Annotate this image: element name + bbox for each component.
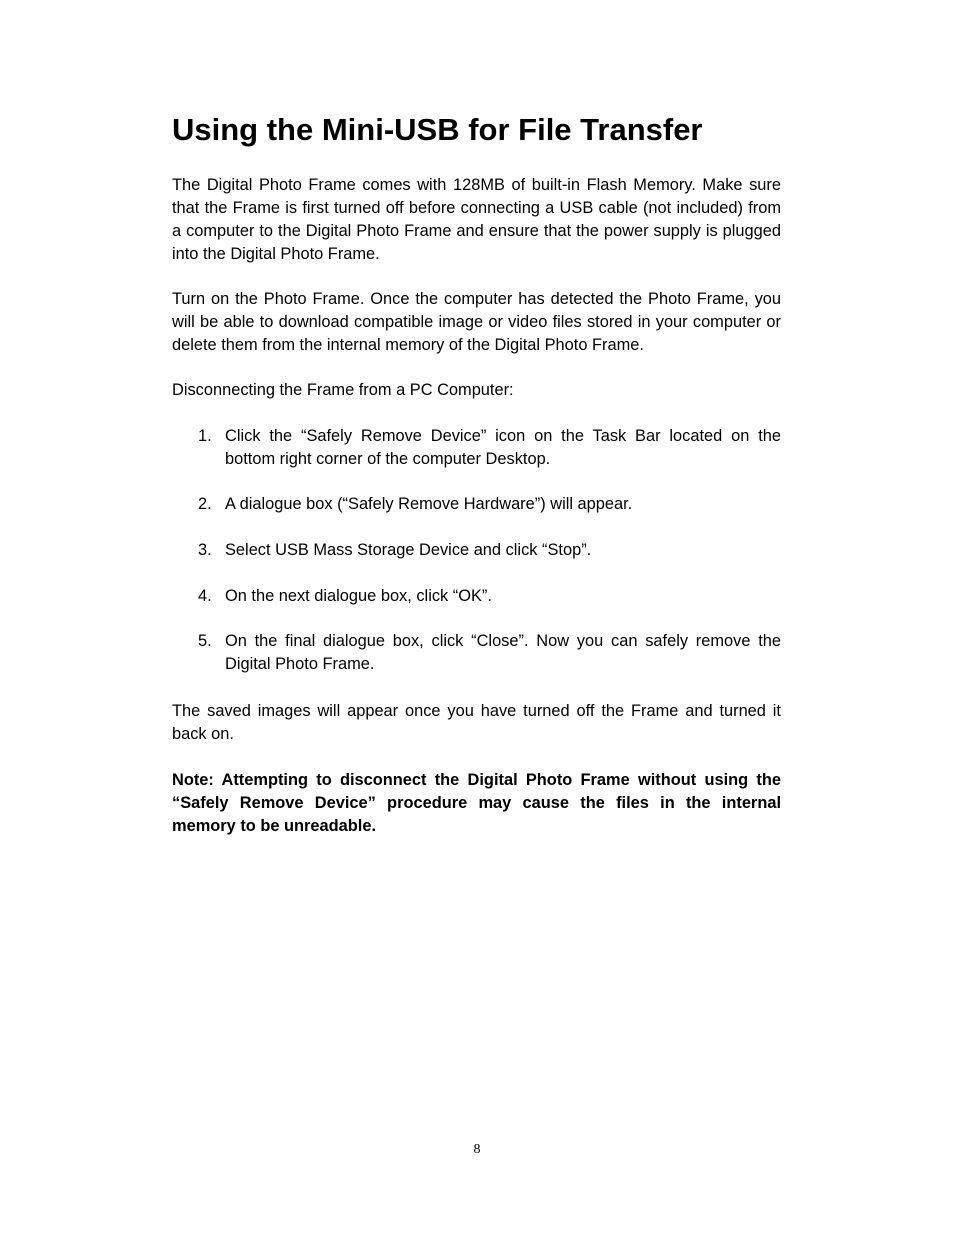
step-text: On the final dialogue box, click “Close”. Now you can safely remove the Digital Photo Frame. <box>225 632 781 673</box>
closing-paragraph: The saved images will appear once you have turned off the Frame and turned it back on. <box>172 702 781 743</box>
intro-paragraph: The Digital Photo Frame comes with 128MB of built-in Flash Memory. Make sure that the Frame is first turned off before connecting a USB cable (not included) from a computer to the Digital Photo Frame and ensure that the power supply is plugged into the Digital Photo Frame. <box>172 176 781 263</box>
step-number: 4. <box>198 587 212 605</box>
step-text: On the next dialogue box, click “OK”. <box>225 587 492 605</box>
step-number: 5. <box>198 632 212 650</box>
step-text: Select USB Mass Storage Device and click “Stop”. <box>225 541 592 559</box>
page-number: 8 <box>473 1142 481 1157</box>
step-number: 1. <box>198 427 212 445</box>
page-title: Using the Mini-USB for File Transfer <box>172 112 703 147</box>
disconnect-heading: Disconnecting the Frame from a PC Computer: <box>172 381 514 399</box>
step-number: 2. <box>198 495 212 513</box>
warning-note: Note: Attempting to disconnect the Digital Photo Frame without using the “Safely Remove Device” procedure may cause the files in the internal memory to be unreadable. <box>172 771 781 835</box>
usage-paragraph: Turn on the Photo Frame. Once the computer has detected the Photo Frame, you will be able to download compatible image or video files stored in your computer or delete them from the internal memory of the Digital Photo Frame. <box>172 290 781 354</box>
step-number: 3. <box>198 541 212 559</box>
step-text: A dialogue box (“Safely Remove Hardware”) will appear. <box>225 495 633 513</box>
step-text: Click the “Safely Remove Device” icon on the Task Bar located on the bottom right corner of the computer Desktop. <box>225 427 781 468</box>
